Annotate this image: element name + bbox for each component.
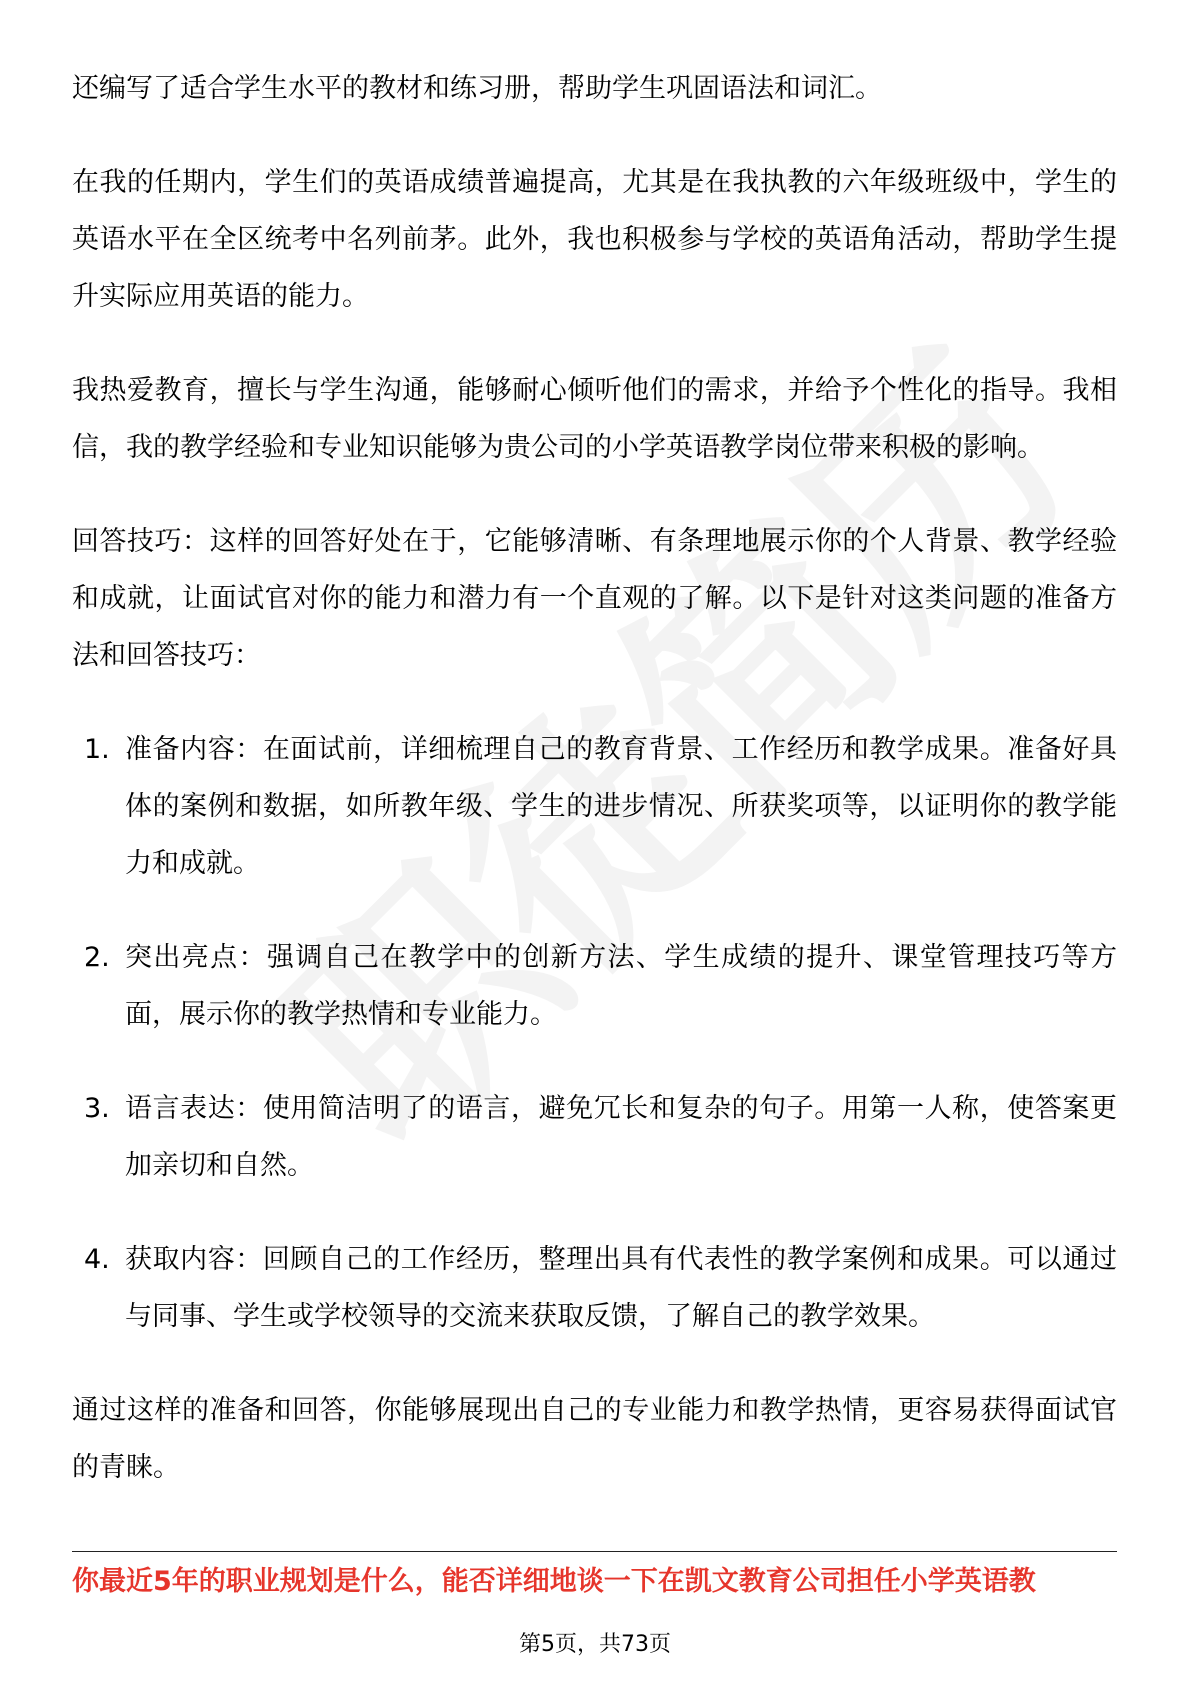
tips-list: [72, 721, 1117, 1345]
list-item-text: 准备内容：在面试前，详细梳理自己的教育背景、工作经历和教学成果。准备好具体的案例和数据，如所教年级、学生的进步情况、所获奖项等，以证明你的教学能力和成就。: [125, 734, 1117, 879]
paragraph: 我热爱教育，擅长与学生沟通，能够耐心倾听他们的需求，并给予个性化的指导。我相信，我的教学经验和专业知识能够为贵公司的小学英语教学岗位带来积极的影响。: [72, 375, 1117, 463]
list-number: 1.: [84, 734, 110, 765]
list-item: [72, 721, 1117, 892]
tips-intro-paragraph: 回答技巧：这样的回答好处在于，它能够清晰、有条理地展示你的个人背景、教学经验和成就，让面试官对你的能力和潜力有一个直观的了解。以下是针对这类问题的准备方法和回答技巧：: [72, 526, 1117, 671]
list-item: [72, 1231, 1117, 1345]
page-number: 第5页，共73页: [519, 1632, 671, 1657]
section-divider: [72, 1551, 1117, 1552]
list-item-text: 突出亮点：强调自己在教学中的创新方法、学生成绩的提升、课堂管理技巧等方面，展示你的教学热情和专业能力。: [125, 942, 1117, 1030]
document-body: [72, 60, 1117, 1533]
list-item-text: 语言表达：使用简洁明了的语言，避免冗长和复杂的句子。用第一人称，使答案更加亲切和自然。: [125, 1093, 1117, 1181]
list-item-text: 获取内容：回顾自己的工作经历，整理出具有代表性的教学案例和成果。可以通过与同事、学生或学校领导的交流来获取反馈，了解自己的教学效果。: [125, 1244, 1117, 1332]
list-item: [72, 929, 1117, 1043]
list-number: 2.: [84, 942, 110, 973]
list-item: [72, 1080, 1117, 1194]
list-number: 4.: [84, 1244, 110, 1275]
next-question-heading: 你最近5年的职业规划是什么，能否详细地谈一下在凯文教育公司担任小学英语教: [72, 1566, 1036, 1597]
paragraph: 在我的任期内，学生们的英语成绩普遍提高，尤其是在我执教的六年级班级中，学生的英语水平在全区统考中名列前茅。此外，我也积极参与学校的英语角活动，帮助学生提升实际应用英语的能力。: [72, 167, 1117, 312]
list-number: 3.: [84, 1093, 110, 1124]
closing-paragraph: 通过这样的准备和回答，你能够展现出自己的专业能力和教学热情，更容易获得面试官的青睐。: [72, 1395, 1117, 1483]
paragraph: 还编写了适合学生水平的教材和练习册，帮助学生巩固语法和词汇。: [72, 73, 882, 104]
